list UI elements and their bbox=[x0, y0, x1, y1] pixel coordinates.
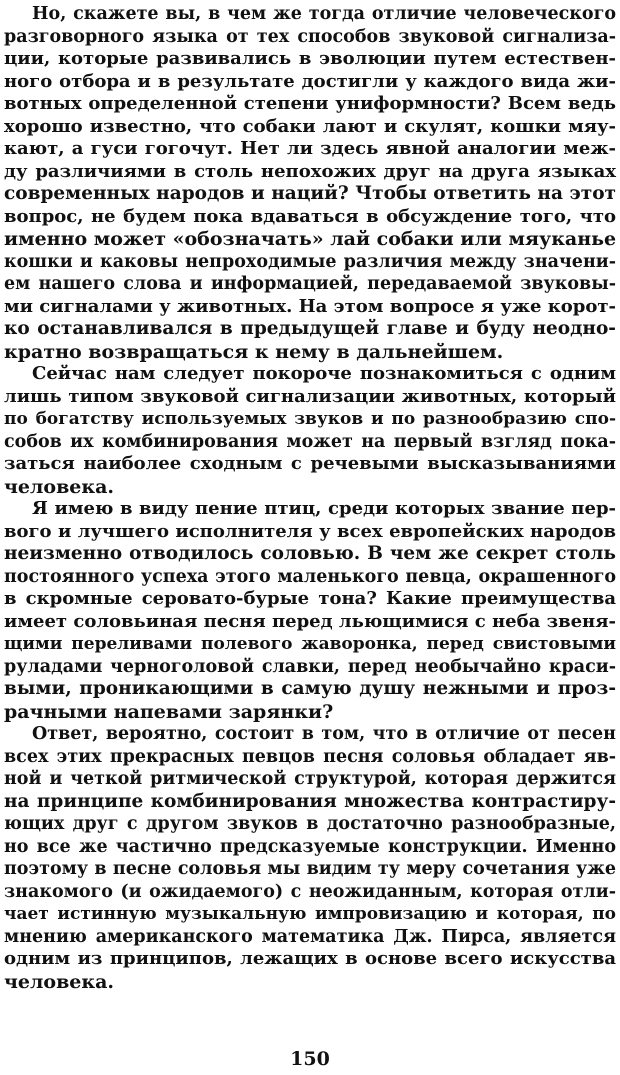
text-line: ции, которые развивались в эволюции путем естествен- bbox=[4, 48, 616, 69]
text-line: выми, проникающими в самую душу нежными и проз- bbox=[4, 678, 616, 699]
text-line: Ответ, вероятно, состоит в том, что в отличие от песен bbox=[32, 724, 616, 744]
text-line: постоянного успеха этого маленького певца, окрашенного bbox=[4, 566, 616, 587]
text-line: на принципе комбинирования множества контрастиру- bbox=[4, 790, 616, 812]
text-line: ем нашего слова и информацией, передаваемой звуковы- bbox=[4, 274, 616, 294]
text-line: Сейчас нам следует покороче познакомиться с одним bbox=[32, 363, 616, 384]
paragraph-3 bbox=[4, 498, 616, 723]
text-line: человека. bbox=[4, 475, 115, 498]
text-line: мнению американского математика Дж. Пирса, является bbox=[4, 926, 616, 947]
text-line: ной и четкой ритмической структурой, которая держится bbox=[4, 769, 616, 789]
text-line: но все же частично предсказуемые конструкции. Именно bbox=[4, 836, 616, 857]
text-line: разговорного языка от тех способов звуковой сигнализа- bbox=[4, 26, 616, 47]
text-line: вого и лучшего исполнителя у всех европейских народов bbox=[4, 520, 616, 542]
body-text bbox=[4, 3, 616, 993]
text-line: всех этих прекрасных певцов песня соловья обладает яв- bbox=[4, 746, 616, 767]
text-line: имеет соловьиная песня перед льющимися с неба звеня- bbox=[4, 610, 616, 632]
text-line: Но, скажете вы, в чем же тогда отличие человеческого bbox=[32, 4, 616, 24]
text-line: кошки и каковы непроходимые различия между значени- bbox=[4, 251, 616, 272]
text-line: вотных определенной степени униформности? Всем ведь bbox=[4, 93, 616, 114]
text-line: ющих друг с другом звуков в достаточно разнообразные, bbox=[4, 814, 616, 834]
text-line: хорошо известно, что собаки лают и скулят, кошки мяу- bbox=[4, 115, 616, 137]
text-line: ми сигналами у животных. На этом вопросе я уже корот- bbox=[4, 295, 616, 317]
text-line: рачными напевами зарянки? bbox=[4, 700, 334, 723]
paragraph-1 bbox=[4, 3, 616, 363]
text-line: кратно возвращаться к нему в дальнейшем. bbox=[4, 340, 504, 363]
text-line: щими переливами полевого жаворонка, перед свистовыми bbox=[4, 634, 616, 654]
text-line: ду различиями в столь непохожих друг на друга языках bbox=[4, 160, 616, 182]
text-line: современных народов и наций? Чтобы ответить на этот bbox=[4, 183, 616, 204]
page-number: 150 bbox=[290, 1048, 330, 1070]
text-line: именно может «обозначать» лай собаки или мяуканье bbox=[4, 228, 617, 250]
text-line: ко останавливался в предыдущей главе и буду неодно- bbox=[4, 318, 616, 339]
text-line: вопрос, не будем пока вдаваться в обсуждение того, что bbox=[4, 205, 616, 227]
text-line: Я имею в виду пение птиц, среди которых звание пер- bbox=[32, 498, 616, 519]
text-line: в скромные серовато-бурые тона? Какие преимущества bbox=[4, 588, 616, 609]
text-line: ного отбора и в результате достигли у каждого вида жи- bbox=[4, 70, 616, 92]
text-line: руладами черноголовой славки, перед необычайно краси- bbox=[4, 656, 616, 677]
text-line: собов их комбинирования может на первый взгляд пока- bbox=[4, 431, 616, 452]
text-line: заться наиболее сходным с речевыми высказываниями bbox=[4, 453, 616, 474]
text-line: лишь типом звуковой сигнализации животных, который bbox=[4, 385, 616, 407]
text-line: поэтому в песне соловья мы видим ту меру сочетания уже bbox=[4, 859, 616, 879]
paragraph-2 bbox=[4, 363, 616, 498]
text-line: неизменно отводилось соловью. В чем же секрет столь bbox=[4, 543, 616, 564]
text-line: знакомого (и ожидаемого) с неожиданным, которая отли- bbox=[4, 881, 616, 902]
text-line: по богатству используемых звуков и по разнообразию спо- bbox=[4, 409, 616, 429]
text-line: кают, а гуси гогочут. Нет ли здесь явной аналогии меж- bbox=[4, 138, 616, 159]
text-line: человека. bbox=[4, 970, 115, 993]
text-line: чает истинную музыкальную импровизацию и которая, по bbox=[4, 904, 616, 924]
text-line: одним из принципов, лежащих в основе всего искусства bbox=[4, 948, 616, 969]
paragraph-4 bbox=[4, 723, 616, 993]
